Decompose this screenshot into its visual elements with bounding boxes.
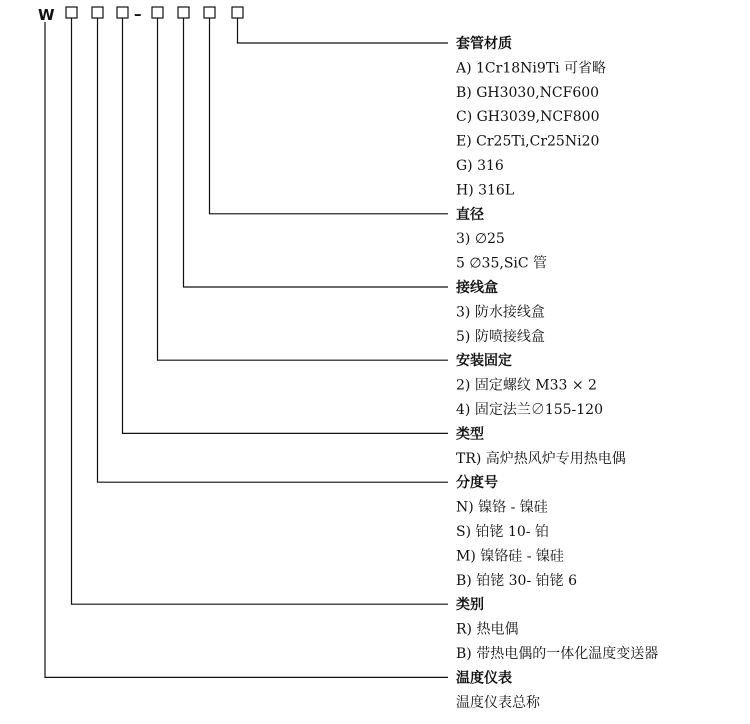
- connector-5: [123, 18, 449, 433]
- group-6-item-3: M) 镍铬硅 - 镍硅: [456, 548, 564, 565]
- group-2-item-1: 3) ∅25: [456, 231, 505, 248]
- code-box-6: [204, 7, 215, 18]
- code-dash: –: [134, 5, 142, 23]
- option-labels: [455, 35, 658, 711]
- group-title-8: 温度仪表: [456, 670, 512, 687]
- group-4-item-2: 4) 固定法兰∅155-120: [456, 402, 603, 418]
- group-1-item-6: H) 316L: [456, 182, 515, 199]
- group-title-4: 安装固定: [456, 353, 512, 370]
- group-3-item-2: 5) 防喷接线盒: [456, 328, 545, 345]
- group-title-6: 分度号: [456, 475, 498, 492]
- code-box-4: [152, 7, 163, 18]
- group-1-item-2: B) GH3030,NCF600: [456, 84, 600, 101]
- code-box-2: [92, 7, 103, 18]
- group-7-item-1: R) 热电偶: [456, 621, 519, 638]
- group-3-item-1: 3) 防水接线盒: [456, 304, 545, 321]
- group-1-item-5: G) 316: [456, 158, 504, 174]
- group-title-2: 直径: [456, 206, 484, 223]
- code-box-3: [117, 7, 128, 18]
- connector-1: [238, 18, 449, 43]
- group-1-item-3: C) GH3039,NCF800: [456, 109, 600, 126]
- code-box-5: [178, 7, 189, 18]
- group-8-item-1: 温度仪表总称: [456, 694, 540, 711]
- group-6-item-2: S) 铂铑 10- 铂: [456, 524, 549, 540]
- connector-3: [184, 18, 449, 287]
- group-1-item-1: A) 1Cr18Ni9Ti 可省略: [456, 60, 607, 77]
- code-box-1: [66, 7, 77, 18]
- group-4-item-1: 2) 固定螺纹 M33 × 2: [456, 377, 597, 394]
- model-code-row: [38, 5, 243, 24]
- code-box-7: [232, 7, 243, 18]
- group-6-item-1: N) 镍铬 - 镍硅: [456, 499, 548, 516]
- connector-4: [158, 18, 449, 360]
- group-6-item-4: B) 铂铑 30- 铂铑 6: [456, 572, 578, 589]
- group-title-1: 套管材质: [456, 36, 512, 52]
- group-1-item-4: E) Cr25Ti,Cr25Ni20: [456, 133, 600, 150]
- group-5-item-1: TR) 高炉热风炉专用热电偶: [456, 450, 626, 467]
- group-7-item-2: B) 带热电偶的一体化温度变送器: [456, 646, 659, 662]
- connector-6: [98, 18, 449, 482]
- connector-8: [45, 22, 448, 677]
- connector-7: [72, 18, 449, 604]
- group-title-3: 接线盒: [456, 280, 498, 296]
- group-title-5: 类型: [456, 426, 484, 443]
- connector-lines: [45, 18, 448, 677]
- connector-2: [210, 18, 449, 214]
- code-prefix: W: [38, 6, 55, 24]
- group-title-7: 类别: [456, 597, 484, 614]
- group-2-item-2: 5 ∅35,SiC 管: [456, 255, 548, 272]
